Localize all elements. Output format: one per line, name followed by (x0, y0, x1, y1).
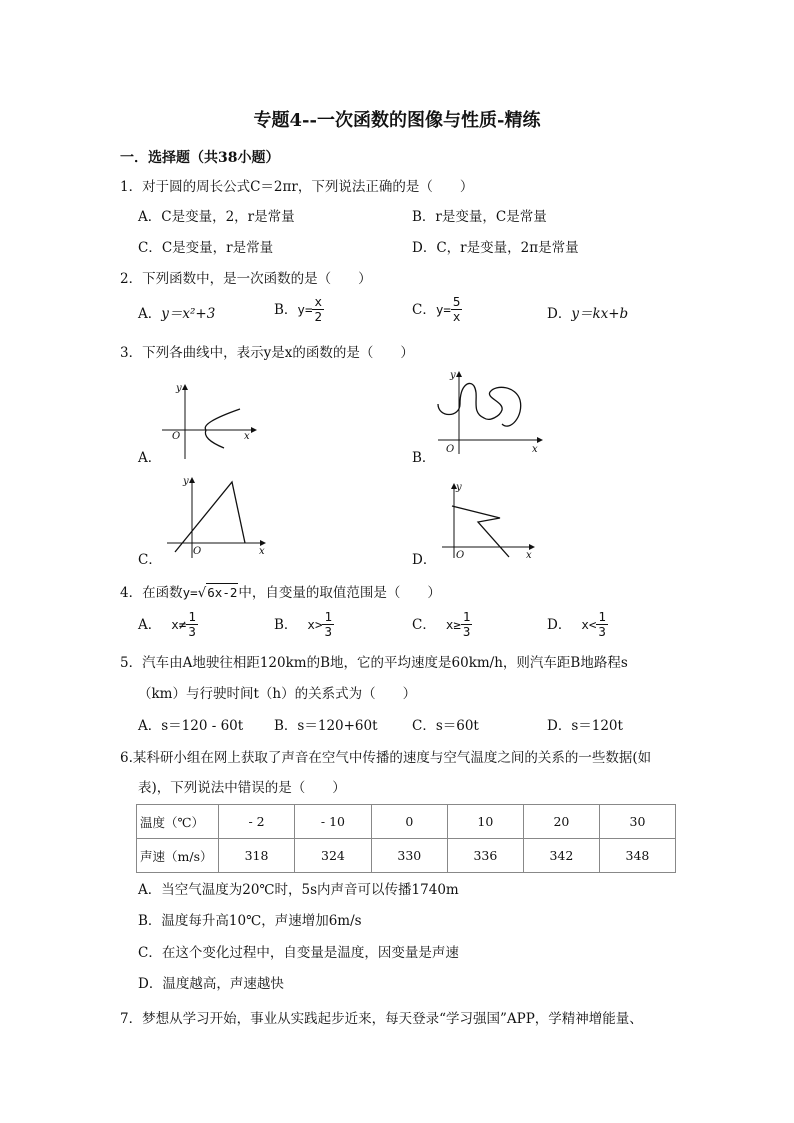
option-c: C．C是变量，r是常量 (138, 240, 274, 256)
option-b: B．r是变量，C是常量 (412, 209, 547, 225)
question-stem: 对于圆的周长公式C＝2πr，下列说法正确的是（ ） (142, 179, 474, 195)
question-number: 3． (120, 345, 143, 361)
option-a-label: A． (138, 450, 162, 466)
svg-text:O: O (172, 431, 181, 442)
option-a: A． x≠ $\frac{1}{3}$ (138, 609, 196, 639)
question-stem: 梦想从学习开始，事业从实践起步近来，每天登录“学习强国”APP，学精神增能量、 (142, 1011, 643, 1027)
question-number: 7． (120, 1011, 143, 1027)
svg-text:y: y (456, 482, 462, 493)
option-d: D．温度越高，声速越快 (138, 976, 284, 992)
data-table (136, 804, 676, 873)
question-stem: 下列各曲线中，表示y是x的函数的是（ ） (142, 345, 414, 361)
option-b: B． y= $\frac{x}{2}$ (274, 294, 323, 324)
option-d: D．C，r是变量，2π是常量 (412, 240, 579, 256)
question-stem: 下列函数中，是一次函数的是（ ） (142, 271, 372, 287)
option-d: D．s＝120t (547, 718, 623, 734)
option-b: B．温度每升高10℃，声速增加6m/s (138, 913, 362, 929)
table-row: 声速（m/s） 318 324 330 336 342 348 (137, 839, 676, 873)
option-d-label: D． (412, 552, 437, 568)
page-title: 专题4--一次函数的图像与性质-精练 (253, 110, 541, 131)
option-d: D． x< $\frac{1}{3}$ (547, 609, 606, 639)
option-d: D．y＝kx+b (547, 306, 629, 322)
svg-text:O: O (446, 444, 455, 455)
question-stem: 汽车由A地驶往相距120km的B地，它的平均速度是60km/h，则汽车距B地路程s (142, 655, 628, 671)
svg-text:O: O (193, 546, 202, 557)
svg-text:x: x (259, 546, 265, 557)
option-a: A．s＝120 - 60t (138, 718, 244, 734)
svg-text:x: x (526, 550, 532, 561)
question-stem-cont: 表)，下列说法中错误的是（ ） (138, 780, 346, 796)
option-c-label: C． (138, 552, 162, 568)
option-c: C． y= $\frac{5}{x}$ (412, 294, 461, 324)
option-c: C．在这个变化过程中，自变量是温度，因变量是声速 (138, 945, 459, 961)
question-number: 2． (120, 271, 143, 287)
question-number: 1． (120, 179, 143, 195)
question-number: 4． (120, 584, 143, 601)
question-number: 5． (120, 655, 143, 671)
option-b: B． x> $\frac{1}{3}$ (274, 609, 333, 639)
table-row: 温度（℃） - 2 - 10 0 10 20 30 (137, 805, 676, 839)
question-stem-cont: （km）与行驶时间t（h）的关系式为（ ） (138, 686, 417, 702)
question-stem: 某科研小组在网上获取了声音在空气中传播的速度与空气温度之间的关系的一些数据(如 (132, 750, 652, 766)
option-b-label: B． (412, 450, 436, 466)
svg-text:y: y (183, 476, 189, 487)
question-number: 6. (120, 750, 133, 766)
section-heading: 一．选择题（共38小题） (120, 150, 280, 166)
svg-text:y: y (450, 370, 456, 381)
svg-text:y: y (176, 383, 182, 394)
option-a: A．C是变量，2，r是常量 (138, 209, 295, 225)
option-c: C． x≥ $\frac{1}{3}$ (412, 609, 471, 639)
graph-b (430, 366, 550, 458)
svg-text:x: x (244, 431, 250, 442)
option-c: C．s＝60t (412, 718, 479, 734)
option-b: B．s＝120+60t (274, 718, 378, 734)
graph-d (440, 478, 540, 562)
svg-text:O: O (456, 550, 465, 561)
option-a: A．当空气温度为20℃时，5s内声音可以传播1740m (138, 882, 459, 898)
svg-text:x: x (532, 444, 538, 455)
graph-c (165, 472, 270, 562)
option-a: A．y＝x²+3 (138, 306, 216, 322)
